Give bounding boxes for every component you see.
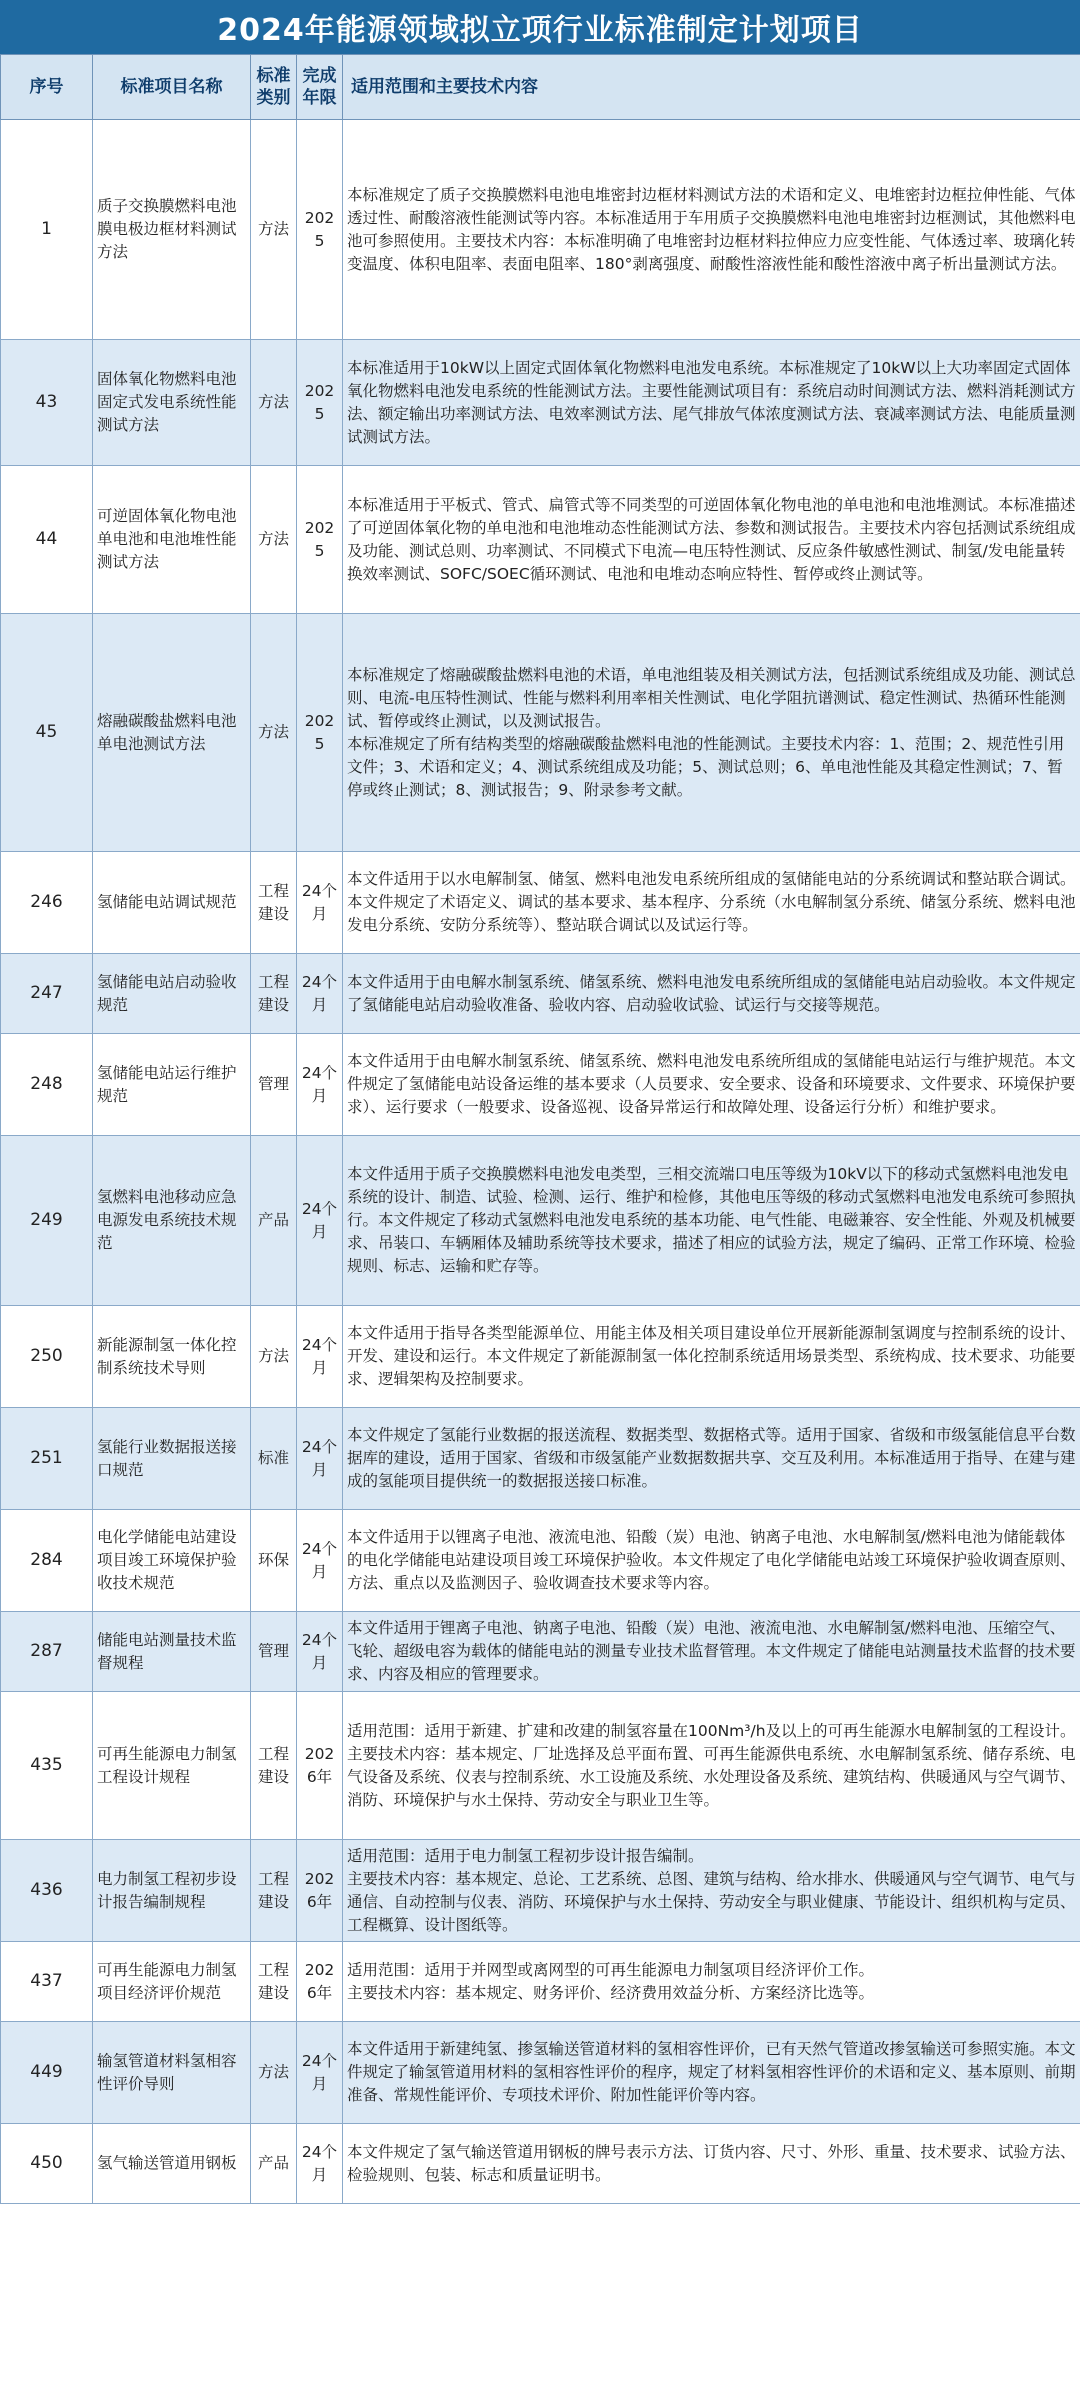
row-category: 管理 bbox=[251, 1612, 297, 1692]
row-name: 新能源制氢一体化控制系统技术导则 bbox=[93, 1306, 251, 1408]
row-content bbox=[343, 1942, 1080, 2022]
row-content bbox=[343, 340, 1080, 466]
row-seq: 247 bbox=[1, 954, 93, 1034]
content-paragraph: 本标准规定了所有结构类型的熔融碳酸盐燃料电池的性能测试。主要技术内容：1、范围；2、规范性引用文件；3、术语和定义；4、测试系统组成及功能；5、测试总则；6、单电池性能及其稳定性测试；7、暂停或终止测试；8、测试报告；9、附录参考文献。 bbox=[347, 734, 1065, 799]
row-content bbox=[343, 1692, 1080, 1840]
table-body bbox=[1, 120, 1080, 2204]
row-seq: 436 bbox=[1, 1840, 93, 1942]
row-category: 产品 bbox=[251, 1136, 297, 1306]
table-row bbox=[1, 1942, 1080, 2022]
row-name: 可逆固体氧化物电池 单电池和电池堆性能测试方法 bbox=[93, 466, 251, 614]
row-category: 管理 bbox=[251, 1034, 297, 1136]
row-category: 方法 bbox=[251, 120, 297, 340]
table-row bbox=[1, 466, 1080, 614]
content-paragraph: 本标准适用于10kW以上固定式固体氧化物燃料电池发电系统。本标准规定了10kW以上大功率固定式固体氧化物燃料电池发电系统的性能测试方法。主要性能测试项目有：系统启动时间测试方法、燃料消耗测试方法、额定输出功率测试方法、电效率测试方法、尾气排放气体浓度测试方法、衰减率测试方法、电能质量测试测试方法。 bbox=[347, 358, 1076, 446]
row-seq: 246 bbox=[1, 852, 93, 954]
row-deadline: 2025 bbox=[297, 340, 343, 466]
table-row bbox=[1, 954, 1080, 1034]
header-deadline: 完成年限 bbox=[297, 55, 343, 120]
row-name: 电化学储能电站建设项目竣工环境保护验收技术规范 bbox=[93, 1510, 251, 1612]
row-seq: 449 bbox=[1, 2022, 93, 2124]
row-deadline: 2026年 bbox=[297, 1692, 343, 1840]
content-paragraph: 本文件适用于以水电解制氢、储氢、燃料电池发电系统所组成的氢储能电站的分系统调试和整站联合调试。本文件规定了术语定义、调试的基本要求、基本程序、分系统（水电解制氢分系统、储氢分系统、燃料电池发电分系统、安防分系统等）、整站联合调试以及试运行等。 bbox=[347, 870, 1076, 934]
content-paragraph: 本文件适用于新建纯氢、掺氢输送管道材料的氢相容性评价，已有天然气管道改掺氢输送可参照实施。本文件规定了输氢管道用材料的氢相容性评价的程序，规定了材料氢相容性评价的术语和定义、基本原则、前期准备、常规性能评价、专项技术评价、附加性能评价等内容。 bbox=[347, 2040, 1076, 2104]
row-name: 可再生能源电力制氢项目经济评价规范 bbox=[93, 1942, 251, 2022]
row-deadline: 24个月 bbox=[297, 1612, 343, 1692]
row-content bbox=[343, 2022, 1080, 2124]
row-seq: 248 bbox=[1, 1034, 93, 1136]
content-paragraph: 本文件适用于以锂离子电池、液流电池、铅酸（炭）电池、钠离子电池、水电解制氢/燃料电池为储能载体的电化学储能电站建设项目竣工环境保护验收。本文件规定了电化学储能电站竣工环境保护验收调查原则、方法、重点以及监测因子、验收调查技术要求等内容。 bbox=[347, 1528, 1076, 1592]
table-row bbox=[1, 1034, 1080, 1136]
row-name: 氢储能电站启动验收规范 bbox=[93, 954, 251, 1034]
row-content bbox=[343, 120, 1080, 340]
row-deadline: 24个月 bbox=[297, 1510, 343, 1612]
row-category: 工程建设 bbox=[251, 1692, 297, 1840]
row-content bbox=[343, 1510, 1080, 1612]
row-deadline: 24个月 bbox=[297, 2022, 343, 2124]
row-content bbox=[343, 1840, 1080, 1942]
content-paragraph: 本标准规定了质子交换膜燃料电池电堆密封边框材料测试方法的术语和定义、电堆密封边框拉伸性能、气体透过性、耐酸溶液性能测试等内容。本标准适用于车用质子交换膜燃料电池电堆密封边框测试，其他燃料电池可参照使用。主要技术内容：本标准明确了电堆密封边框材料拉伸应力应变性能、气体透过率、玻璃化转变温度、体积电阻率、表面电阻率、180°剥离强度、耐酸性溶液性能和酸性溶液中离子析出量测试方法。 bbox=[347, 185, 1076, 273]
table-row bbox=[1, 1136, 1080, 1306]
header-content: 适用范围和主要技术内容 bbox=[343, 55, 1080, 120]
table-row bbox=[1, 1692, 1080, 1840]
row-name: 电力制氢工程初步设计报告编制规程 bbox=[93, 1840, 251, 1942]
row-content bbox=[343, 614, 1080, 852]
row-category: 方法 bbox=[251, 340, 297, 466]
row-seq: 1 bbox=[1, 120, 93, 340]
row-seq: 284 bbox=[1, 1510, 93, 1612]
row-content bbox=[343, 1408, 1080, 1510]
table-row bbox=[1, 1612, 1080, 1692]
row-name: 储能电站测量技术监督规程 bbox=[93, 1612, 251, 1692]
row-category: 工程建设 bbox=[251, 1840, 297, 1942]
row-category: 标准 bbox=[251, 1408, 297, 1510]
row-deadline: 2025 bbox=[297, 614, 343, 852]
row-deadline: 2026年 bbox=[297, 1942, 343, 2022]
table-row bbox=[1, 614, 1080, 852]
row-deadline: 24个月 bbox=[297, 1034, 343, 1136]
content-paragraph: 主要技术内容：基本规定、厂址选择及总平面布置、可再生能源供电系统、水电解制氢系统、储存系统、电气设备及系统、仪表与控制系统、水工设施及系统、水处理设备及系统、建筑结构、供暖通风与空气调节、消防、环境保护与水土保持、劳动安全与职业卫生等。 bbox=[347, 1744, 1076, 1809]
row-deadline: 24个月 bbox=[297, 954, 343, 1034]
row-name: 氢气输送管道用钢板 bbox=[93, 2124, 251, 2204]
table-row bbox=[1, 2022, 1080, 2124]
row-seq: 450 bbox=[1, 2124, 93, 2204]
header-seq: 序号 bbox=[1, 55, 93, 120]
row-category: 方法 bbox=[251, 614, 297, 852]
content-paragraph: 适用范围：适用于并网型或离网型的可再生能源电力制氢项目经济评价工作。 bbox=[347, 1960, 875, 1979]
row-content bbox=[343, 1034, 1080, 1136]
row-seq: 45 bbox=[1, 614, 93, 852]
header-name: 标准项目名称 bbox=[93, 55, 251, 120]
content-paragraph: 适用范围：适用于新建、扩建和改建的制氢容量在100Nm³/h及以上的可再生能源水电解制氢的工程设计。 bbox=[347, 1721, 1076, 1740]
row-category: 方法 bbox=[251, 466, 297, 614]
row-deadline: 24个月 bbox=[297, 1136, 343, 1306]
content-paragraph: 本文件规定了氢能行业数据的报送流程、数据类型、数据格式等。适用于国家、省级和市级氢能信息平台数据库的建设，适用于国家、省级和市级氢能产业数据数据共享、交互及利用。本标准适用于指导、在建与建成的氢能项目提供统一的数据报送接口标准。 bbox=[347, 1426, 1076, 1490]
row-seq: 251 bbox=[1, 1408, 93, 1510]
row-deadline: 2025 bbox=[297, 120, 343, 340]
row-deadline: 24个月 bbox=[297, 2124, 343, 2204]
content-paragraph: 本文件适用于由电解水制氢系统、储氢系统、燃料电池发电系统所组成的氢储能电站启动验收。本文件规定了氢储能电站启动验收准备、验收内容、启动验收试验、试运行与交接等规范。 bbox=[347, 972, 1076, 1014]
document-title: 2024年能源领域拟立项行业标准制定计划项目 bbox=[0, 0, 1080, 54]
row-seq: 287 bbox=[1, 1612, 93, 1692]
row-name: 氢储能电站调试规范 bbox=[93, 852, 251, 954]
row-seq: 249 bbox=[1, 1136, 93, 1306]
row-deadline: 2025 bbox=[297, 466, 343, 614]
table-row bbox=[1, 1510, 1080, 1612]
row-seq: 44 bbox=[1, 466, 93, 614]
content-paragraph: 主要技术内容：基本规定、总论、工艺系统、总图、建筑与结构、给水排水、供暖通风与空气调节、电气与通信、自动控制与仪表、消防、环境保护与水土保持、劳动安全与职业健康、节能设计、组织机构与定员、工程概算、设计图纸等。 bbox=[347, 1869, 1076, 1934]
table-row bbox=[1, 120, 1080, 340]
row-name: 氢能行业数据报送接口规范 bbox=[93, 1408, 251, 1510]
header-category: 标准类别 bbox=[251, 55, 297, 120]
content-paragraph: 主要技术内容：基本规定、财务评价、经济费用效益分析、方案经济比选等。 bbox=[347, 1983, 875, 2002]
content-paragraph: 本标准规定了熔融碳酸盐燃料电池的术语，单电池组装及相关测试方法，包括测试系统组成及功能、测试总则、电流-电压特性测试、性能与燃料利用率相关性测试、电化学阻抗谱测试、稳定性测试、热循环性能测试、暂停或终止测试，以及测试报告。 bbox=[347, 665, 1076, 730]
row-deadline: 24个月 bbox=[297, 1408, 343, 1510]
row-seq: 43 bbox=[1, 340, 93, 466]
row-name: 可再生能源电力制氢工程设计规程 bbox=[93, 1692, 251, 1840]
row-category: 工程建设 bbox=[251, 852, 297, 954]
row-content bbox=[343, 466, 1080, 614]
row-content bbox=[343, 1612, 1080, 1692]
row-content bbox=[343, 1306, 1080, 1408]
row-name: 氢储能电站运行维护规范 bbox=[93, 1034, 251, 1136]
row-category: 环保 bbox=[251, 1510, 297, 1612]
row-content bbox=[343, 852, 1080, 954]
row-content bbox=[343, 954, 1080, 1034]
row-seq: 437 bbox=[1, 1942, 93, 2022]
row-seq: 435 bbox=[1, 1692, 93, 1840]
content-paragraph: 本文件适用于质子交换膜燃料电池发电类型，三相交流端口电压等级为10kV以下的移动式氢燃料电池发电系统的设计、制造、试验、检测、运行、维护和检修，其他电压等级的移动式氢燃料电池发电系统可参照执行。本文件规定了移动式氢燃料电池发电系统的基本功能、电气性能、电磁兼容、安全性能、外观及机械要求、吊装口、车辆厢体及辅助系统等技术要求，描述了相应的试验方法，规定了编码、正常工作环境、检验规则、标志、运输和贮存等。 bbox=[347, 1165, 1076, 1275]
content-paragraph: 适用范围：适用于电力制氢工程初步设计报告编制。 bbox=[347, 1846, 704, 1865]
row-name: 输氢管道材料氢相容性评价导则 bbox=[93, 2022, 251, 2124]
content-paragraph: 本标准适用于平板式、管式、扁管式等不同类型的可逆固体氧化物电池的单电池和电池堆测试。本标准描述了可逆固体氧化物的单电池和电池堆动态性能测试方法、参数和测试报告。主要技术内容包括测试系统组成及功能、测试总则、功率测试、不同模式下电流—电压特性测试、反应条件敏感性测试、制氢/发电能量转换效率测试、SOFC/SOEC循环测试、电池和电堆动态响应特性、暂停或终止测试等。 bbox=[347, 495, 1076, 583]
table-row bbox=[1, 1306, 1080, 1408]
standards-table bbox=[0, 54, 1080, 2204]
content-paragraph: 本文件适用于由电解水制氢系统、储氢系统、燃料电池发电系统所组成的氢储能电站运行与维护规范。本文件规定了氢储能电站设备运维的基本要求（人员要求、安全要求、设备和环境要求、文件要求、环境保护要求）、运行要求（一般要求、设备巡视、设备异常运行和故障处理、设备运行分析）和维护要求。 bbox=[347, 1052, 1076, 1116]
row-name: 氢燃料电池移动应急电源发电系统技术规范 bbox=[93, 1136, 251, 1306]
table-row bbox=[1, 1840, 1080, 1942]
table-row bbox=[1, 852, 1080, 954]
row-name: 质子交换膜燃料电池 膜电极边框材料测试方法 bbox=[93, 120, 251, 340]
row-deadline: 2026年 bbox=[297, 1840, 343, 1942]
content-paragraph: 本文件适用于锂离子电池、钠离子电池、铅酸（炭）电池、液流电池、水电解制氢/燃料电池、压缩空气、飞轮、超级电容为载体的储能电站的测量专业技术监督管理。本文件规定了储能电站测量技术监督的技术要求、内容及相应的管理要求。 bbox=[347, 1619, 1076, 1683]
row-category: 工程建设 bbox=[251, 1942, 297, 2022]
row-name: 熔融碳酸盐燃料电池 单电池测试方法 bbox=[93, 614, 251, 852]
table-row bbox=[1, 340, 1080, 466]
row-category: 工程建设 bbox=[251, 954, 297, 1034]
row-deadline: 24个月 bbox=[297, 852, 343, 954]
row-seq: 250 bbox=[1, 1306, 93, 1408]
row-content bbox=[343, 1136, 1080, 1306]
table-row bbox=[1, 1408, 1080, 1510]
content-paragraph: 本文件规定了氢气输送管道用钢板的牌号表示方法、订货内容、尺寸、外形、重量、技术要求、试验方法、检验规则、包装、标志和质量证明书。 bbox=[347, 2142, 1076, 2184]
row-content bbox=[343, 2124, 1080, 2204]
table-header-row bbox=[1, 55, 1080, 120]
content-paragraph: 本文件适用于指导各类型能源单位、用能主体及相关项目建设单位开展新能源制氢调度与控制系统的设计、开发、建设和运行。本文件规定了新能源制氢一体化控制系统适用场景类型、系统构成、技术要求、功能要求、逻辑架构及控制要求。 bbox=[347, 1324, 1076, 1388]
row-category: 产品 bbox=[251, 2124, 297, 2204]
row-deadline: 24个月 bbox=[297, 1306, 343, 1408]
table-row bbox=[1, 2124, 1080, 2204]
row-name: 固体氧化物燃料电池 固定式发电系统性能测试方法 bbox=[93, 340, 251, 466]
row-category: 方法 bbox=[251, 2022, 297, 2124]
row-category: 方法 bbox=[251, 1306, 297, 1408]
